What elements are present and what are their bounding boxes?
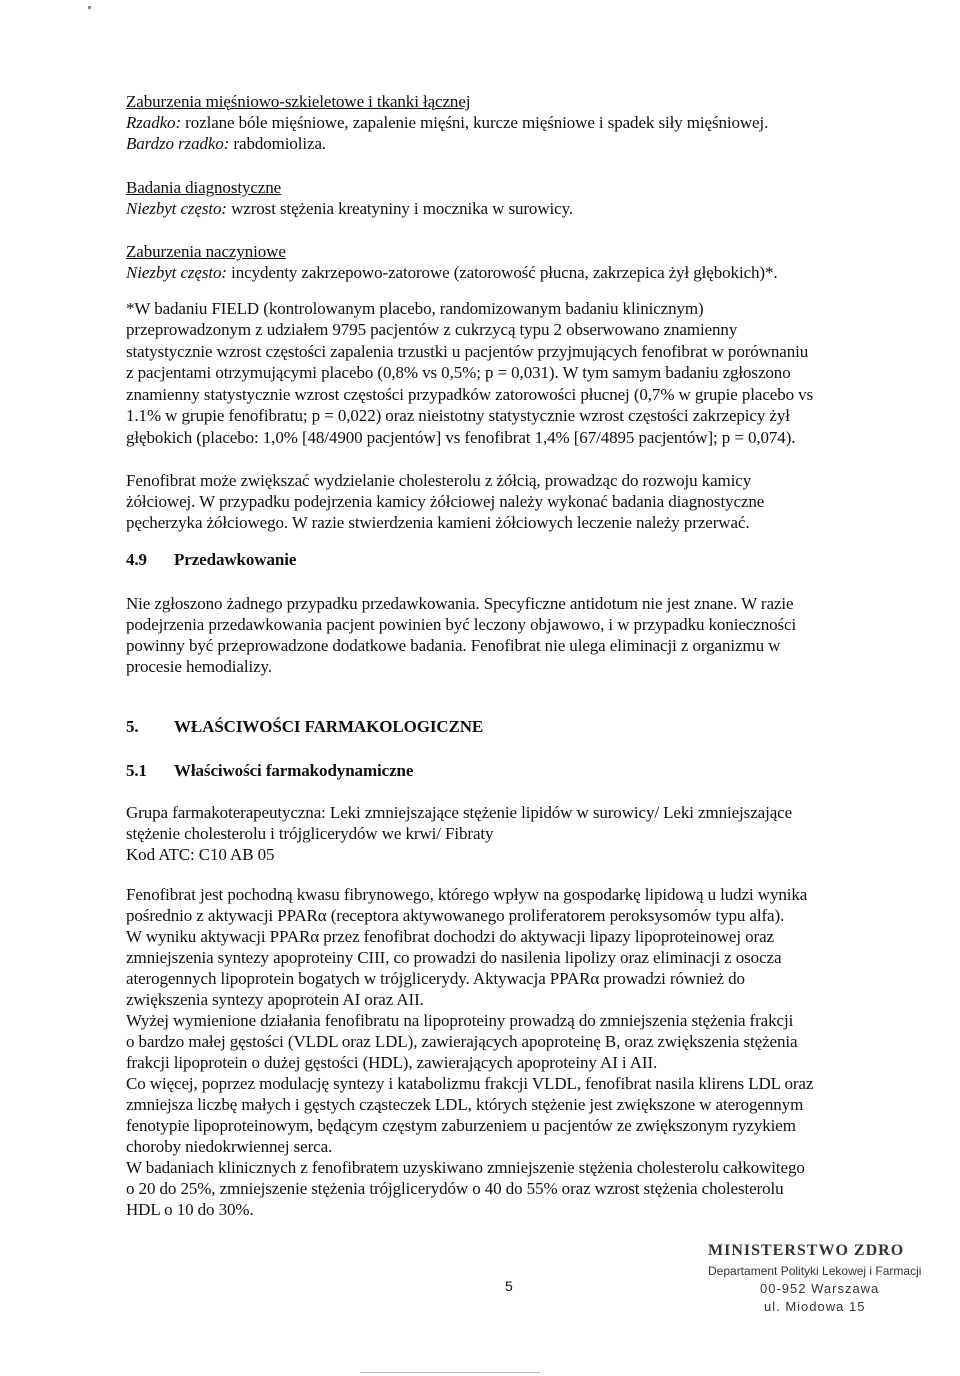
- mechanism-line: zmniejszenia syntezy apoproteiny CIII, co prowadzi do nasilenia lipolizy oraz eliminacji z osocza: [126, 948, 782, 967]
- diagnostics-text: wzrost stężenia kreatyniny i mocznika w surowicy.: [226, 199, 574, 218]
- mechanism-line: Co więcej, poprzez modulację syntezy i katabolizmu frakcji VLDL, fenofibrat nasila klirens LDL oraz: [126, 1074, 814, 1093]
- cholesterol-line: pęcherzyka żółciowego. W razie stwierdzenia kamieni żółciowych leczenie należy przerwać.: [126, 513, 750, 532]
- mechanism-line: fenotypie lipoproteinowym, będącym częstym zaburzeniem u pacjentów ze zwiększonym ryzykiem: [126, 1116, 796, 1135]
- group-line: Grupa farmakoterapeutyczna: Leki zmniejszające stężenie lipidów w surowicy/ Leki zmniejszające: [126, 803, 793, 822]
- mechanism-line: zmniejsza liczbę małych i gęstych cząsteczek LDL, których stężenie jest zwiększone w aterogennym: [126, 1095, 804, 1114]
- mechanism-line: choroby niedokrwiennej serca.: [126, 1137, 333, 1156]
- section-4-9-number: 4.9: [126, 550, 147, 569]
- overdose-line: podejrzenia przedawkowania pacjent powinien być leczony objawowo, i w przypadku konieczności: [126, 615, 797, 634]
- stamp-line-postcode: 00-952 Warszawa: [760, 1281, 880, 1296]
- musculo-rare-text: rozlane bóle mięśniowe, zapalenie mięśni, kurcze mięśniowe i spadek siły mięśniowej.: [181, 113, 769, 132]
- section-5-1-title: Właściwości farmakodynamiczne: [174, 761, 414, 780]
- musculo-very-rare-line: [126, 133, 326, 155]
- group-line: stężenie cholesterolu i trójglicerydów we krwi/ Fibraty: [126, 824, 494, 843]
- vascular-heading: Zaburzenia naczyniowe: [126, 242, 286, 261]
- cholesterol-line: żółciowej. W przypadku podejrzenia kamicy żółciowej należy wykonać badania diagnostyczne: [126, 492, 765, 511]
- vascular-text: incydenty zakrzepowo-zatorowe (zatorowość płucna, zakrzepica żył głębokich)*.: [226, 263, 778, 282]
- mechanism-line: W badaniach klinicznych z fenofibratem uzyskiwano zmniejszenie stężenia cholesterolu całkowitego: [126, 1158, 805, 1177]
- vascular-line: [126, 262, 778, 284]
- diagnostics-line: [126, 198, 573, 220]
- musculo-rare-line: [126, 112, 768, 134]
- diagnostics-label: Niezbyt często:: [126, 199, 227, 218]
- scan-edge-line: [360, 1372, 540, 1373]
- atc-code: Kod ATC: C10 AB 05: [126, 845, 275, 864]
- overdose-line: Nie zgłoszono żadnego przypadku przedawkowania. Specyficzne antidotum nie jest znane. W razie: [126, 594, 794, 613]
- musculo-heading: Zaburzenia mięśniowo-szkieletowe i tkanki łącznej: [126, 92, 471, 111]
- field-line: *W badaniu FIELD (kontrolowanym placebo, randomizowanym badaniu klinicznym): [126, 299, 704, 318]
- mechanism-line: frakcji lipoprotein o dużej gęstości (HDL), zawierających apoproteiny AI i AII.: [126, 1053, 658, 1072]
- field-line: znamienny statystycznie wzrost częstości przypadków zatorowości płucnej (0,7% w grupie placebo vs: [126, 385, 814, 404]
- mechanism-line: Wyżej wymienione działania fenofibratu na lipoproteiny prowadzą do zmniejszenia stężenia frakcji: [126, 1011, 794, 1030]
- diagnostics-heading: Badania diagnostyczne: [126, 178, 282, 197]
- musculo-rare-label: Rzadko:: [126, 113, 182, 132]
- page-number: 5: [505, 1278, 513, 1294]
- ministry-stamp: [708, 1240, 958, 1316]
- mechanism-line: o bardzo małej gęstości (VLDL oraz LDL), zawierających apoproteinę B, oraz zwiększenia stężenia: [126, 1032, 798, 1051]
- cholesterol-line: Fenofibrat może zwiększać wydzielanie cholesterolu z żółcią, prowadząc do rozwoju kamicy: [126, 471, 752, 490]
- overdose-line: procesie hemodializy.: [126, 657, 272, 676]
- mechanism-line: HDL o 10 do 30%.: [126, 1200, 254, 1219]
- section-5-1-number: 5.1: [126, 761, 147, 780]
- mechanism-line: aterogennych lipoprotein bogatych w trójglicerydy. Aktywacja PPARα prowadzi również do: [126, 969, 745, 988]
- section-5-number: 5.: [126, 717, 139, 736]
- field-line: głębokich (placebo: 1,0% [48/4900 pacjentów] vs fenofibrat 1,4% [67/4895 pacjentów]; p = 0,074).: [126, 428, 796, 447]
- overdose-line: powinny być przeprowadzone dodatkowe badania. Fenofibrat nie ulega eliminacji z organizmu w: [126, 636, 781, 655]
- mechanism-line: zwiększenia syntezy apoprotein AI oraz AII.: [126, 990, 424, 1009]
- mechanism-line: o 20 do 25%, zmniejszenie stężenia trójglicerydów o 40 do 55% oraz wzrost stężenia cholesterolu: [126, 1179, 784, 1198]
- stamp-line-ministry: MINISTERSTWO ZDRO: [708, 1242, 905, 1259]
- vascular-label: Niezbyt często:: [126, 263, 227, 282]
- field-line: przeprowadzonym z udziałem 9795 pacjentów z cukrzycą typu 2 obserwowano znamienny: [126, 320, 738, 339]
- musculo-very-rare-text: rabdomioliza.: [229, 134, 327, 153]
- mechanism-line: Fenofibrat jest pochodną kwasu fibrynowego, którego wpływ na gospodarkę lipidową u ludzi wynika: [126, 885, 808, 904]
- scan-speck: [88, 6, 91, 9]
- field-line: z pacjentami otrzymującymi placebo (0,8% vs 0,5%; p = 0,031). W tym samym badaniu zgłoszono: [126, 363, 791, 382]
- section-5-title: WŁAŚCIWOŚCI FARMAKOLOGICZNE: [174, 717, 484, 736]
- field-line: statystycznie wzrost częstości zapalenia trzustki u pacjentów przyjmujących fenofibrat w porównaniu: [126, 342, 809, 361]
- mechanism-line: W wyniku aktywacji PPARα przez fenofibrat dochodzi do aktywacji lipazy lipoproteinowej oraz: [126, 927, 774, 946]
- field-line: 1.1% w grupie fenofibratu; p = 0,022) oraz nieistotny statystycznie wzrost częstości zakrzepicy żył: [126, 406, 790, 425]
- stamp-line-department: Departament Polityki Lekowej i Farmacji: [708, 1264, 922, 1278]
- mechanism-line: pośrednio z aktywacji PPARα (receptora aktywowanego proliferatorem peroksysomów typu alfa).: [126, 906, 785, 925]
- stamp-line-street: ul. Miodowa 15: [764, 1299, 866, 1314]
- musculo-very-rare-label: Bardzo rzadko:: [126, 134, 230, 153]
- section-4-9-title: Przedawkowanie: [174, 550, 297, 569]
